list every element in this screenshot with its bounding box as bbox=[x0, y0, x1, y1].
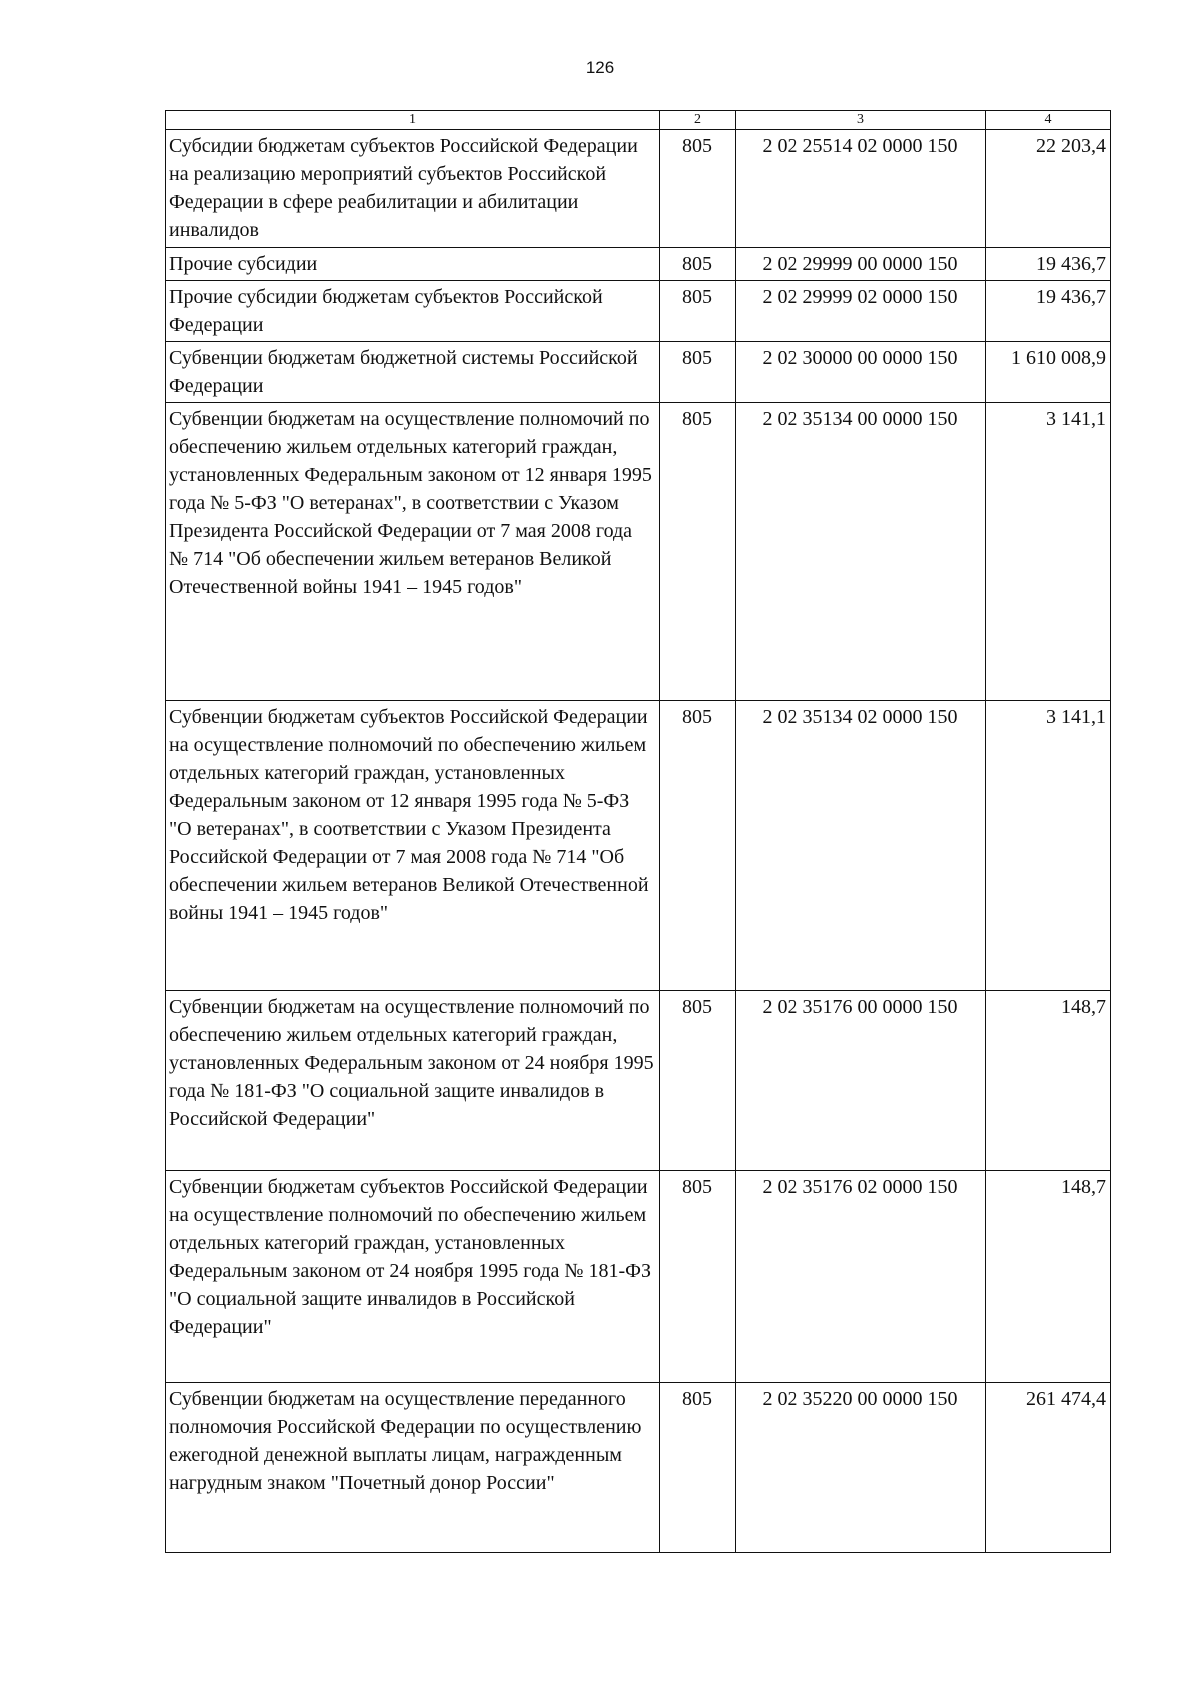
header-col-2: 2 bbox=[660, 111, 736, 130]
table-row bbox=[166, 701, 1111, 991]
row-name: Прочие субсидии бюджетам субъектов Российской Федерации bbox=[166, 281, 660, 342]
row-name: Субвенции бюджетам бюджетной системы Российской Федерации bbox=[166, 342, 660, 403]
row-budget-code: 2 02 30000 00 0000 150 bbox=[736, 342, 986, 403]
table-row bbox=[166, 130, 1111, 248]
header-col-3: 3 bbox=[736, 111, 986, 130]
row-budget-code: 2 02 29999 00 0000 150 bbox=[736, 248, 986, 281]
row-admin-code: 805 bbox=[660, 403, 736, 701]
row-admin-code: 805 bbox=[660, 281, 736, 342]
table-row bbox=[166, 248, 1111, 281]
row-admin-code: 805 bbox=[660, 1171, 736, 1383]
row-budget-code: 2 02 35176 00 0000 150 bbox=[736, 991, 986, 1171]
row-name: Субвенции бюджетам субъектов Российской Федерации на осуществление полномочий по обеспечению жильем отдельных категорий граждан, установленных Федеральным законом от 12 января 1995 года № 5-ФЗ "О ветеранах", в соответствии с Указом Президента Российской Федерации от 7 мая 2008 года № 714 "Об обеспечении жильем ветеранов Великой Отечественной войны 1941 – 1945 годов" bbox=[166, 701, 660, 991]
row-name: Субвенции бюджетам на осуществление переданного полномочия Российской Федерации по осуществлению ежегодной денежной выплаты лицам, награжденным нагрудным знаком "Почетный донор России" bbox=[166, 1383, 660, 1553]
row-budget-code: 2 02 35134 00 0000 150 bbox=[736, 403, 986, 701]
row-name: Прочие субсидии bbox=[166, 248, 660, 281]
row-admin-code: 805 bbox=[660, 1383, 736, 1553]
table-row bbox=[166, 281, 1111, 342]
header-row bbox=[166, 111, 1111, 130]
table-row bbox=[166, 342, 1111, 403]
row-admin-code: 805 bbox=[660, 701, 736, 991]
row-budget-code: 2 02 35176 02 0000 150 bbox=[736, 1171, 986, 1383]
row-amount: 22 203,4 bbox=[986, 130, 1111, 248]
table-row bbox=[166, 1383, 1111, 1553]
budget-table bbox=[165, 110, 1111, 1553]
row-amount: 261 474,4 bbox=[986, 1383, 1111, 1553]
row-budget-code: 2 02 35220 00 0000 150 bbox=[736, 1383, 986, 1553]
row-name: Субсидии бюджетам субъектов Российской Федерации на реализацию мероприятий субъектов Российской Федерации в сфере реабилитации и абилитации инвалидов bbox=[166, 130, 660, 248]
table-row bbox=[166, 403, 1111, 701]
row-amount: 3 141,1 bbox=[986, 701, 1111, 991]
row-amount: 19 436,7 bbox=[986, 281, 1111, 342]
row-name: Субвенции бюджетам на осуществление полномочий по обеспечению жильем отдельных категорий граждан, установленных Федеральным законом от 24 ноября 1995 года № 181-ФЗ "О социальной защите инвалидов в Российской Федерации" bbox=[166, 991, 660, 1171]
page-number: 126 bbox=[585, 58, 615, 77]
table-row bbox=[166, 991, 1111, 1171]
header-col-1: 1 bbox=[166, 111, 660, 130]
table-row bbox=[166, 1171, 1111, 1383]
row-admin-code: 805 bbox=[660, 991, 736, 1171]
row-budget-code: 2 02 35134 02 0000 150 bbox=[736, 701, 986, 991]
row-amount: 148,7 bbox=[986, 1171, 1111, 1383]
row-name: Субвенции бюджетам на осуществление полномочий по обеспечению жильем отдельных категорий граждан, установленных Федеральным законом от 12 января 1995 года № 5-ФЗ "О ветеранах", в соответствии с Указом Президента Российской Федерации от 7 мая 2008 года № 714 "Об обеспечении жильем ветеранов Великой Отечественной войны 1941 – 1945 годов" bbox=[166, 403, 660, 701]
row-amount: 148,7 bbox=[986, 991, 1111, 1171]
row-admin-code: 805 bbox=[660, 342, 736, 403]
row-amount: 3 141,1 bbox=[986, 403, 1111, 701]
row-name: Субвенции бюджетам субъектов Российской Федерации на осуществление полномочий по обеспечению жильем отдельных категорий граждан, установленных Федеральным законом от 24 ноября 1995 года № 181-ФЗ "О социальной защите инвалидов в Российской Федерации" bbox=[166, 1171, 660, 1383]
row-admin-code: 805 bbox=[660, 248, 736, 281]
row-amount: 1 610 008,9 bbox=[986, 342, 1111, 403]
row-amount: 19 436,7 bbox=[986, 248, 1111, 281]
row-budget-code: 2 02 29999 02 0000 150 bbox=[736, 281, 986, 342]
row-admin-code: 805 bbox=[660, 130, 736, 248]
row-budget-code: 2 02 25514 02 0000 150 bbox=[736, 130, 986, 248]
header-col-4: 4 bbox=[986, 111, 1111, 130]
